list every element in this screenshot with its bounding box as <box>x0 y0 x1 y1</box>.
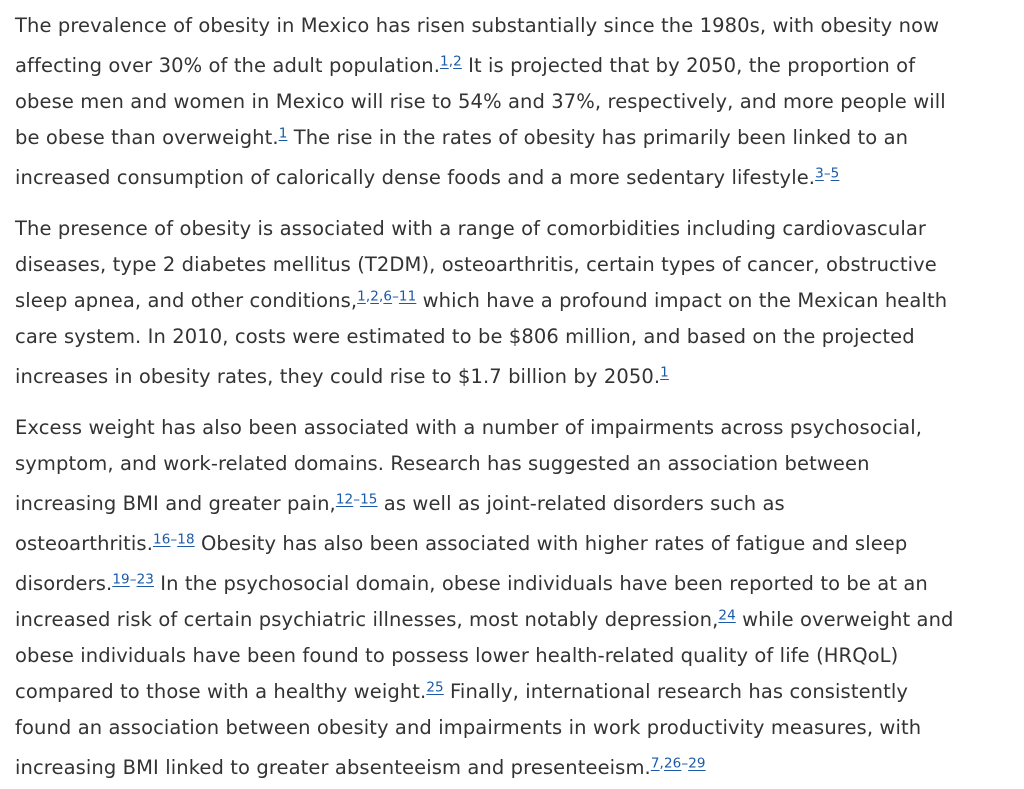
text-line <box>15 708 1014 748</box>
body-text: while overweight and <box>735 608 954 631</box>
citation-link[interactable]: 1 <box>278 125 288 142</box>
citation-link[interactable]: 5 <box>830 165 840 182</box>
text-line <box>15 6 1014 46</box>
text-line <box>15 285 1014 317</box>
citation-link[interactable]: 11 <box>398 288 417 305</box>
citation-link[interactable]: 19 <box>112 571 130 588</box>
citation-separator: – <box>129 571 137 588</box>
body-text: Excess weight has also been associated with a number of impairments across psychosocial, <box>15 416 923 439</box>
citation-link[interactable]: 7 <box>650 755 660 772</box>
text-line <box>15 317 1014 357</box>
citation-separator: , <box>378 288 384 305</box>
body-text: The rise in the rates of obesity has primarily been linked to an <box>287 126 909 149</box>
body-text: Obesity has also been associated with higher rates of fatigue and sleep <box>194 532 908 555</box>
citation-group <box>660 365 669 381</box>
citation-link[interactable]: 12 <box>335 491 354 508</box>
paragraph <box>15 213 1014 397</box>
text-line <box>15 484 1014 524</box>
text-line <box>15 213 1014 245</box>
text-line <box>15 86 1014 118</box>
body-text: It is projected that by 2050, the proportion of <box>461 54 916 77</box>
citation-separator: – <box>823 165 831 182</box>
body-text: In the psychosocial domain, obese individuals have been reported to be at an <box>153 572 928 595</box>
citation-link[interactable]: 2 <box>453 53 462 70</box>
citation-link[interactable]: 25 <box>426 679 444 696</box>
body-text: increased consumption of calorically dense foods and a more sedentary lifestyle. <box>15 166 816 189</box>
text-line <box>15 46 1014 86</box>
body-text: care system. In 2010, costs were estimated to be $806 million, and based on the projected <box>15 325 915 348</box>
citation-group <box>357 289 416 305</box>
citation-link[interactable]: 16 <box>153 531 171 548</box>
body-text: symptom, and work-related domains. Research has suggested an association between <box>15 452 870 475</box>
citation-link[interactable]: 15 <box>360 491 378 508</box>
citation-link[interactable]: 1 <box>660 364 669 381</box>
text-line <box>15 564 1014 604</box>
citation-link[interactable]: 1 <box>357 288 366 305</box>
citation-link[interactable]: 29 <box>688 755 706 772</box>
body-text: osteoarthritis. <box>15 532 153 555</box>
text-line <box>15 676 1014 708</box>
body-text: found an association between obesity and impairments in work productivity measures, with <box>15 716 922 739</box>
body-text: The prevalence of obesity in Mexico has risen substantially since the 1980s, with obesity now <box>15 14 940 37</box>
text-line <box>15 357 1014 397</box>
citation-group <box>153 532 195 548</box>
citation-separator: , <box>659 755 664 772</box>
citation-link[interactable]: 1 <box>440 53 449 70</box>
citation-group <box>651 756 706 772</box>
text-line <box>15 636 1014 676</box>
body-text: as well as joint-related disorders such as <box>377 492 785 515</box>
body-text: which have a profound impact on the Mexican health <box>416 289 948 312</box>
citation-group <box>440 54 462 70</box>
text-line <box>15 444 1014 484</box>
citation-link[interactable]: 23 <box>136 571 154 588</box>
text-line <box>15 412 1014 444</box>
text-line <box>15 245 1014 285</box>
body-text: affecting over 30% of the adult population. <box>15 54 441 77</box>
citation-separator: – <box>681 755 689 772</box>
citation-group <box>336 492 378 508</box>
body-text: increases in obesity rates, they could rise to $1.7 billion by 2050. <box>15 365 661 388</box>
paragraph <box>15 412 1014 788</box>
paragraph <box>15 6 1014 198</box>
text-line <box>15 118 1014 158</box>
text-line <box>15 748 1014 788</box>
citation-separator: – <box>392 288 399 305</box>
citation-separator: – <box>170 531 178 548</box>
citation-link[interactable]: 24 <box>718 607 736 624</box>
body-text: be obese than overweight. <box>15 126 279 149</box>
citation-link[interactable]: 26 <box>663 755 682 772</box>
text-line <box>15 524 1014 564</box>
citation-separator: , <box>448 53 454 70</box>
body-text: increasing BMI and greater pain, <box>15 492 336 515</box>
citation-link[interactable]: 3 <box>815 165 824 182</box>
body-text: increased risk of certain psychiatric illnesses, most notably depression, <box>15 608 719 631</box>
body-text: diseases, type 2 diabetes mellitus (T2DM), osteoarthritis, certain types of cancer, obstructive <box>15 253 937 276</box>
citation-link[interactable]: 6 <box>383 288 393 305</box>
body-text: Finally, international research has consistently <box>443 680 909 703</box>
body-text: The presence of obesity is associated with a range of comorbidities including cardiovascular <box>15 217 927 240</box>
body-text: obese individuals have been found to possess lower health-related quality of life (HRQoL) <box>15 644 899 667</box>
citation-link[interactable]: 18 <box>177 531 195 548</box>
body-text: disorders. <box>15 572 113 595</box>
body-text: sleep apnea, and other conditions, <box>15 289 358 312</box>
citation-separator: – <box>353 491 361 508</box>
citation-separator: , <box>365 288 371 305</box>
citation-link[interactable]: 2 <box>370 288 379 305</box>
citation-group <box>718 608 735 624</box>
citation-group <box>112 572 154 588</box>
citation-group <box>815 166 839 182</box>
body-text: increasing BMI linked to greater absenteeism and presenteeism. <box>15 756 651 779</box>
citation-group <box>426 680 443 696</box>
body-text: compared to those with a healthy weight. <box>15 680 427 703</box>
body-text: obese men and women in Mexico will rise to 54% and 37%, respectively, and more people will <box>15 90 946 113</box>
text-line <box>15 604 1014 636</box>
text-line <box>15 158 1014 198</box>
